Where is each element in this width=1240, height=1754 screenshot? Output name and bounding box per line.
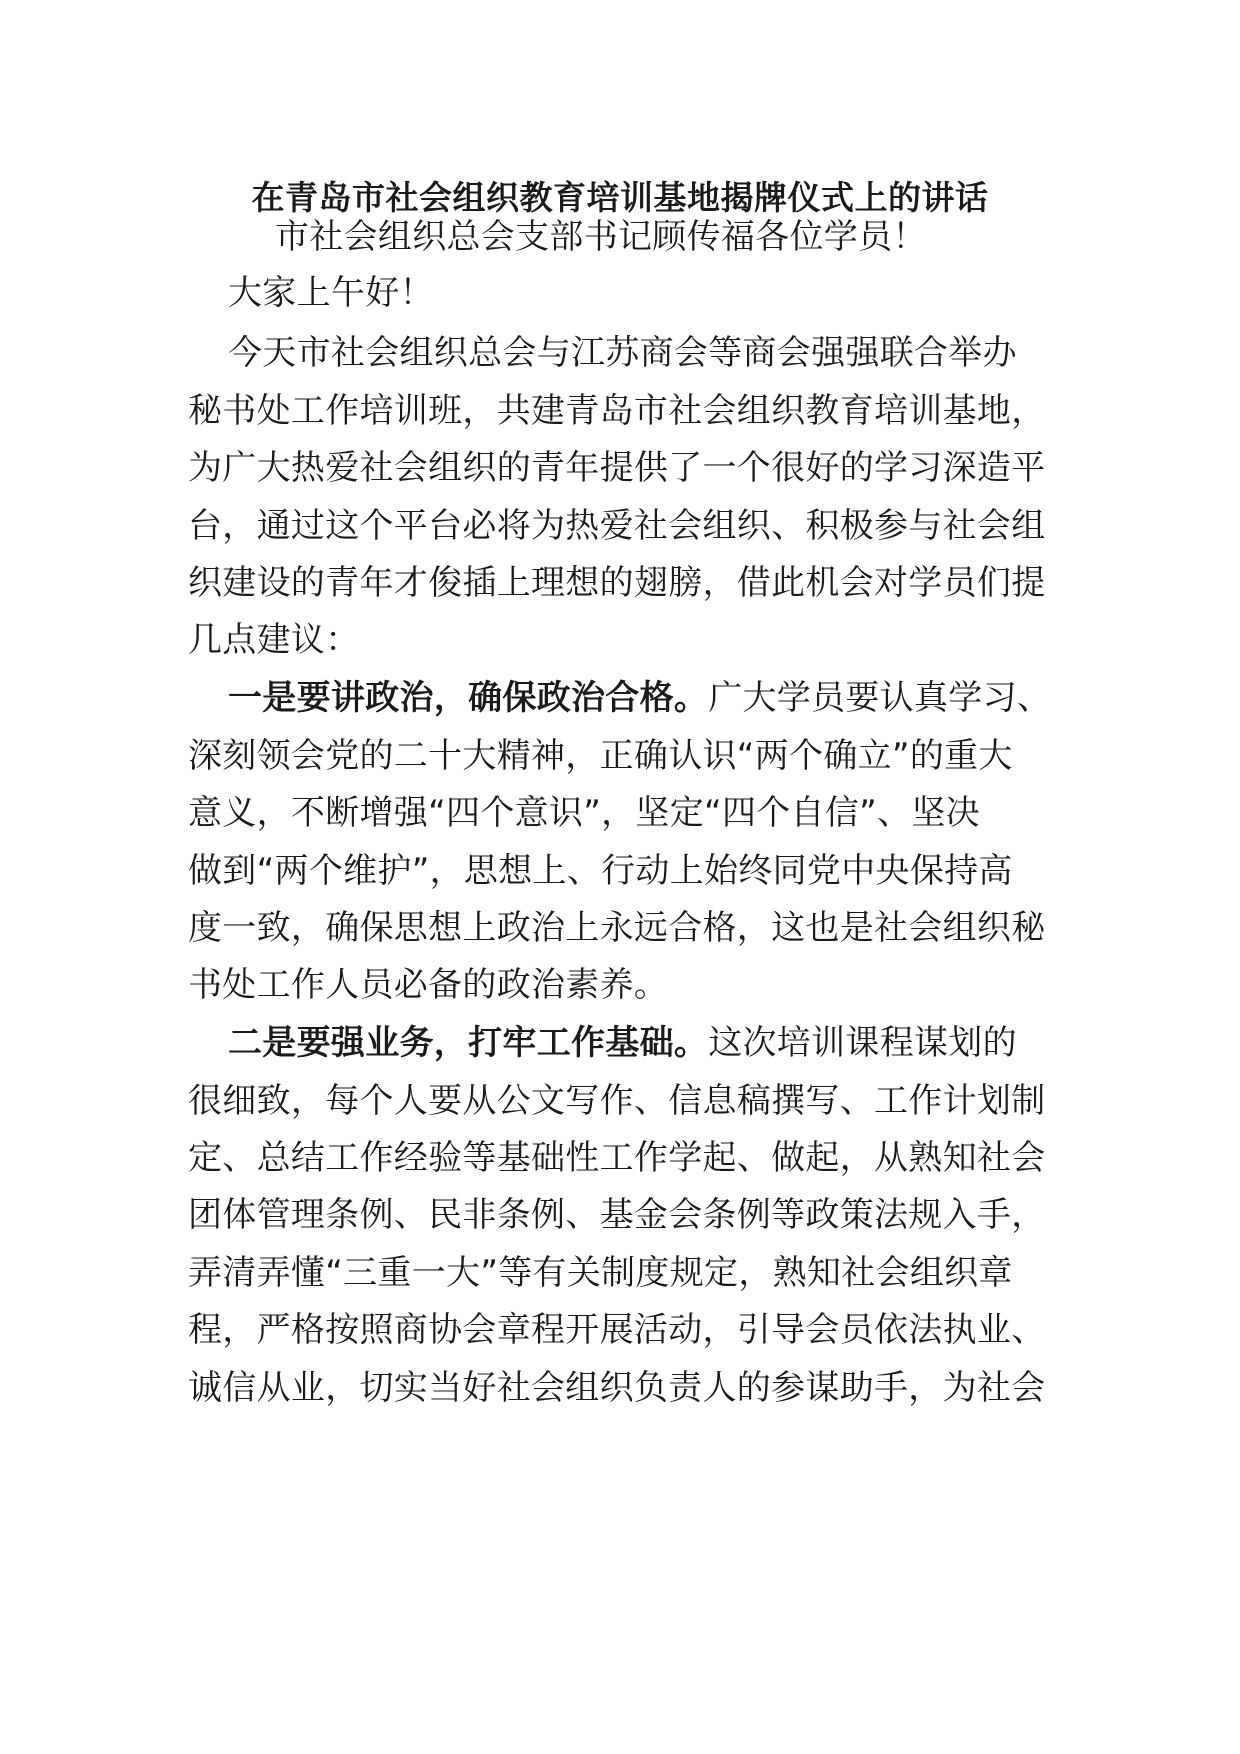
point1-line: 做到“两个维护”，思想上、行动上始终同党中央保持高 <box>188 851 1013 891</box>
greeting: 大家上午好！ <box>228 273 434 313</box>
intro-line: 秘书处工作培训班，共建青岛市社会组织教育培训基地， <box>188 391 1046 431</box>
intro-line: 今天市社会组织总会与江苏商会等商会强强联合举办 <box>228 333 1017 373</box>
point2-line: 很细致，每个人要从公文写作、信息稿撰写、工作计划制 <box>188 1081 1046 1121</box>
point1-first-line-rest: 广大学员要认真学习、 <box>708 678 1052 718</box>
point2-first-line-rest: 这次培训课程谋划的 <box>708 1023 1017 1063</box>
document-title: 在青岛市社会组织教育培训基地揭牌仪式上的讲话 <box>251 178 989 217</box>
point1-line: 度一致，确保思想上政治上永远合格，这也是社会组织秘 <box>188 908 1046 948</box>
intro-line: 几点建议： <box>188 620 360 660</box>
point2-heading: 二是要强业务，打牢工作基础。 <box>228 1023 709 1063</box>
point1-line: 意义，不断增强“四个意识”，坚定“四个自信”、坚决 <box>188 793 980 833</box>
point1-heading: 一是要讲政治，确保政治合格。 <box>228 678 709 718</box>
speaker-line: 市社会组织总会支部书记顾传福各位学员！ <box>275 217 927 257</box>
point2-first-line <box>228 1021 1017 1065</box>
intro-line: 台，通过这个平台必将为热爱社会组织、积极参与社会组 <box>188 506 1046 546</box>
point2-line: 定、总结工作经验等基础性工作学起、做起，从熟知社会 <box>188 1138 1046 1178</box>
point2-line: 团体管理条例、民非条例、基金会条例等政策法规入手， <box>188 1195 1046 1235</box>
point2-line: 弄清弄懂“三重一大”等有关制度规定，熟知社会组织章 <box>188 1253 1013 1293</box>
point1-line: 深刻领会党的二十大精神，正确认识“两个确立”的重大 <box>188 736 1013 776</box>
intro-line: 为广大热爱社会组织的青年提供了一个很好的学习深造平 <box>188 448 1046 488</box>
point1-line: 书处工作人员必备的政治素养。 <box>188 965 669 1005</box>
point1-first-line <box>228 676 1051 720</box>
intro-line: 织建设的青年才俊插上理想的翅膀，借此机会对学员们提 <box>188 563 1046 603</box>
point2-line: 诚信从业，切实当好社会组织负责人的参谋助手，为社会 <box>188 1368 1046 1408</box>
point2-line: 程，严格按照商协会章程开展活动，引导会员依法执业、 <box>188 1310 1046 1350</box>
